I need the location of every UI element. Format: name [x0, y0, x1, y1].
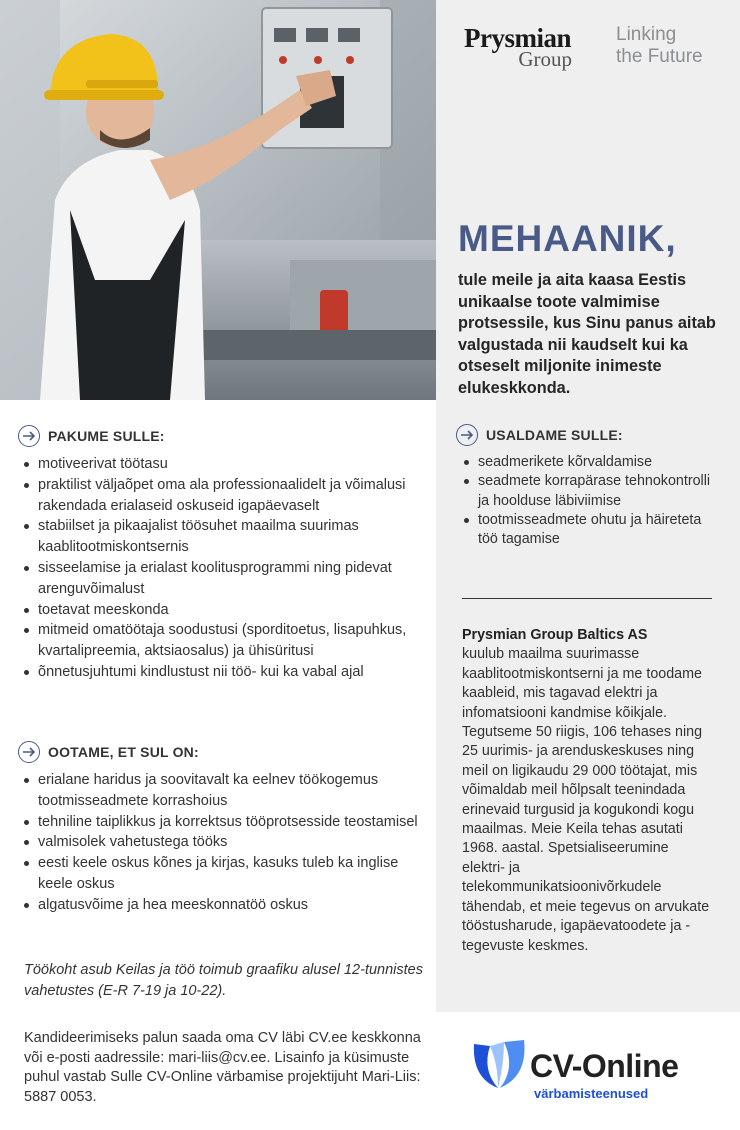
job-lead: tule meile ja aita kaasa Eestis unikaalse toote valmimise protsessile, kus Sinu panus aitab valgustada nii kaudselt kui ka otseselt miljonite inimeste elukeskkonda. [458, 271, 716, 397]
list-item: toetavat meeskonda [22, 600, 432, 621]
company-text: kuulub maailma suurimasse kaablitootmiskontserni ja me toodame kaableid, mis tagavad elektri ja infomatsiooni kandmise kõikjale. Tegutseme 50 riigis, 106 tehases ning 25 uurimis- ja arenduskeskuses ning meil on ligikaudu 29 000 töötajat, mis võimaldab meil hõlpsalt teenindada erinevaid turgusid ja kogukondi kogu maailmas. Meie Keila tehas asutati 1968. aastal. Spetsialiseerumine elektri- ja telekommunikatsioonivõrkudele tähendab, et meie tegevus on arvukate tööstusharude, igapäevatoodete ja -tegevuste keskmes. [462, 646, 710, 954]
job-title: MEHAANIK, [458, 218, 677, 259]
brand-tagline [616, 24, 703, 68]
arrow-right-icon [18, 741, 40, 763]
trust-heading [456, 424, 623, 446]
work-schedule-note: Töökoht asub Keilas ja töö toimub graafiku alusel 12-tunnistes vahetustes (E-R 7-19 ja 10-22). [24, 962, 423, 999]
recruiter-sub: värbamisteenused [534, 1086, 649, 1101]
list-item: erialane haridus ja soovitavalt ka eelnev töökogemus tootmisseadmete korrashoius [22, 770, 432, 812]
tagline-line-2: the Future [616, 46, 703, 67]
list-item: õnnetusjuhtumi kindlustust nii töö- kui ka vabal ajal [22, 662, 432, 683]
tagline-line-1: Linking [616, 24, 677, 45]
list-item: valmisolek vahetustega tööks [22, 832, 432, 853]
list-item: eesti keele oskus kõnes ja kirjas, kasuks tuleb ka inglise keele oskus [22, 853, 432, 895]
offer-list [22, 454, 432, 683]
list-item: algatusvõime ja hea meeskonnatöö oskus [22, 895, 432, 916]
list-item: motiveerivat töötasu [22, 454, 432, 475]
trust-heading-label: USALDAME SULLE: [486, 427, 623, 443]
recruiter-name: CV-Online [530, 1048, 679, 1084]
expect-heading-label: OOTAME, ET SUL ON: [48, 744, 199, 760]
offer-heading [18, 425, 165, 447]
section-divider [462, 598, 712, 599]
list-item: seadmerikete kõrvaldamise [462, 453, 712, 472]
company-description [462, 626, 712, 956]
hero-photo [0, 0, 436, 400]
cv-online-logo [470, 1034, 720, 1106]
application-info: Kandideerimiseks palun saada oma CV läbi CV.ee keskkonna või e-posti aadressile: mari-liis@cv.ee. Lisainfo ja küsimuste puhul vastab Sulle CV-Online värbamise projektijuht Mari-Liis: 5887 0053. [24, 1030, 421, 1105]
arrow-right-icon [18, 425, 40, 447]
list-item: sisseelamise ja erialast koolitusprogrammi ning pidevat arenguvõimalust [22, 558, 432, 600]
list-item: praktilist väljaõpet oma ala professionaalidelt ja võimalusi rakendada erialaseid oskuseid igapäevaselt [22, 475, 432, 517]
prysmian-logo [464, 24, 574, 70]
offer-heading-label: PAKUME SULLE: [48, 428, 165, 444]
list-item: tootmisseadmete ohutu ja häireteta töö tagamise [462, 511, 712, 550]
trust-list [462, 453, 712, 549]
list-item: tehniline taiplikkus ja korrektsus tööprotsesside teostamisel [22, 812, 432, 833]
company-name: Prysmian Group Baltics AS [462, 627, 648, 643]
brand-name: Prysmian [464, 23, 571, 53]
expect-heading [18, 741, 199, 763]
list-item: stabiilset ja pikaajalist töösuhet maailma suurimas kaablitootmiskontsernis [22, 516, 432, 558]
list-item: mitmeid omatöötaja soodustusi (sporditoetus, lisapuhkus, kvartalipreemia, aktsiaosalus) ja ühisüritusi [22, 620, 432, 662]
factory-worker-illustration [0, 0, 436, 400]
brand-sub: Group [518, 47, 572, 71]
list-item: seadmete korrapärase tehnokontrolli ja hoolduse läbiviimise [462, 472, 712, 511]
cv-online-emblem-icon [470, 1034, 528, 1092]
arrow-right-icon [456, 424, 478, 446]
expect-list [22, 770, 432, 916]
